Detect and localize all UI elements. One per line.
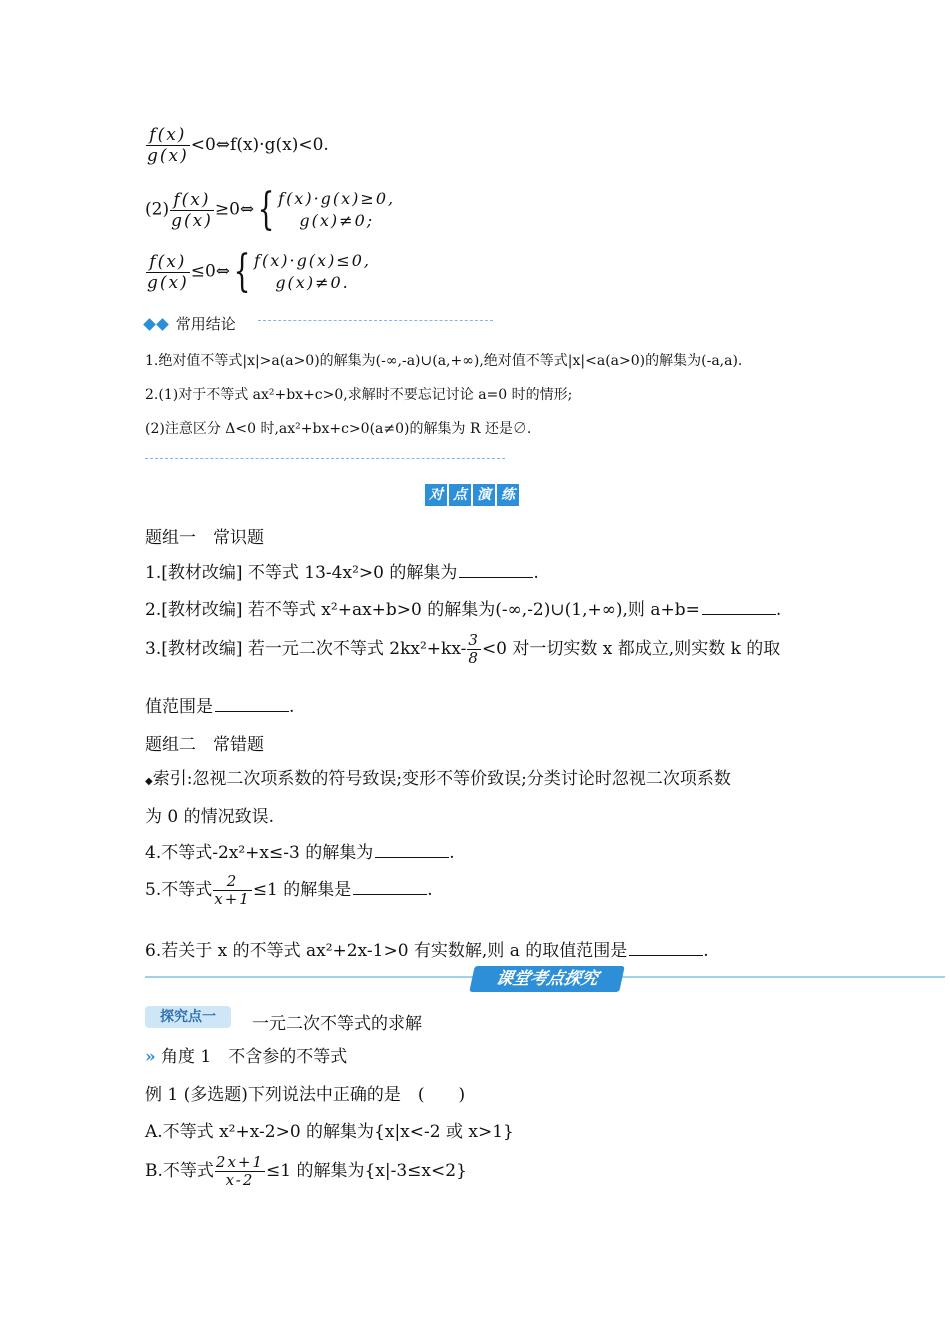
index-note-continued: 为 0 的情况致误. (145, 807, 275, 827)
question-2: 2.[教材改编] 若不等式 x²+ax+b>0 的解集为(-∞,-2)∪(1,+∞),则 a+b= . (145, 600, 782, 620)
formula-fraction-nonnegative: (2) $\frac{f(x)}{g(x)}$ ≥0⇔{ f(x)·g(x)≥0, g(x)≠0; (145, 184, 396, 235)
diamond-icon (156, 318, 169, 331)
question-3-continued: 值范围是 . (145, 697, 295, 717)
explore-point-badge: 探究点一 (145, 1006, 231, 1028)
angle-heading: » 角度 1 不含参的不等式 (145, 1047, 348, 1067)
group-1-title: 题组一 常识题 (145, 528, 264, 548)
conclusion-item-3: (2)注意区分 Δ<0 时,ax²+bx+c>0(a≠0)的解集为 R 还是∅. (145, 421, 532, 437)
question-5: 5.不等式 $\frac{2}{x+1}$ ≤1 的解集是 . (145, 872, 433, 908)
question-6: 6.若关于 x 的不等式 ax²+2x-1>0 有实数解,则 a 的取值范围是 . (145, 941, 709, 961)
formula-fraction-negative: $\frac{f(x)}{g(x)}$ <0⇔f(x)·g(x)<0. (147, 125, 329, 166)
diamond-icon (143, 318, 156, 331)
option-a: A.不等式 x²+x-2>0 的解集为{x|x<-2 或 x>1} (145, 1122, 514, 1142)
divider (145, 458, 505, 459)
example-1: 例 1 (多选题)下列说法中正确的是 ( ) (145, 1085, 466, 1105)
practice-banner: 对 点 演 练 (425, 484, 519, 508)
section-banner: 课堂考点探究 (469, 966, 625, 992)
conclusions-header (145, 313, 236, 334)
question-4: 4.不等式-2x²+x≤-3 的解集为 . (145, 843, 455, 863)
question-1: 1.[教材改编] 不等式 13-4x²>0 的解集为 . (145, 563, 539, 583)
conclusion-item-2: 2.(1)对于不等式 ax²+bx+c>0,求解时不要忘记讨论 a=0 时的情形; (145, 387, 573, 403)
double-chevron-icon: » (145, 1047, 156, 1067)
index-note: ◆索引:忽视二次项系数的符号致误;变形不等价致误;分类讨论时忽视二次项系数 (145, 769, 731, 789)
option-b: B.不等式 $\frac{2x+1}{x-2}$ ≤1 的解集为{x|-3≤x<2} (145, 1153, 467, 1189)
question-3: 3.[教材改编] 若一元二次不等式 2kx²+kx- $\frac{3}{8}$ <0 对一切实数 x 都成立,则实数 k 的取 (145, 631, 781, 667)
divider (258, 320, 493, 321)
group-2-title: 题组二 常错题 (145, 735, 264, 755)
explore-point-title: 一元二次不等式的求解 (252, 1014, 422, 1034)
formula-fraction-nonpositive: $\frac{f(x)}{g(x)}$ ≤0⇔{ f(x)·g(x)≤0, g(x)≠0. (147, 246, 371, 297)
conclusion-item-1: 1.绝对值不等式|x|>a(a>0)的解集为(-∞,-a)∪(a,+∞),绝对值不等式|x|<a(a>0)的解集为(-a,a). (145, 353, 743, 369)
conclusions-title: 常用结论 (175, 315, 236, 333)
